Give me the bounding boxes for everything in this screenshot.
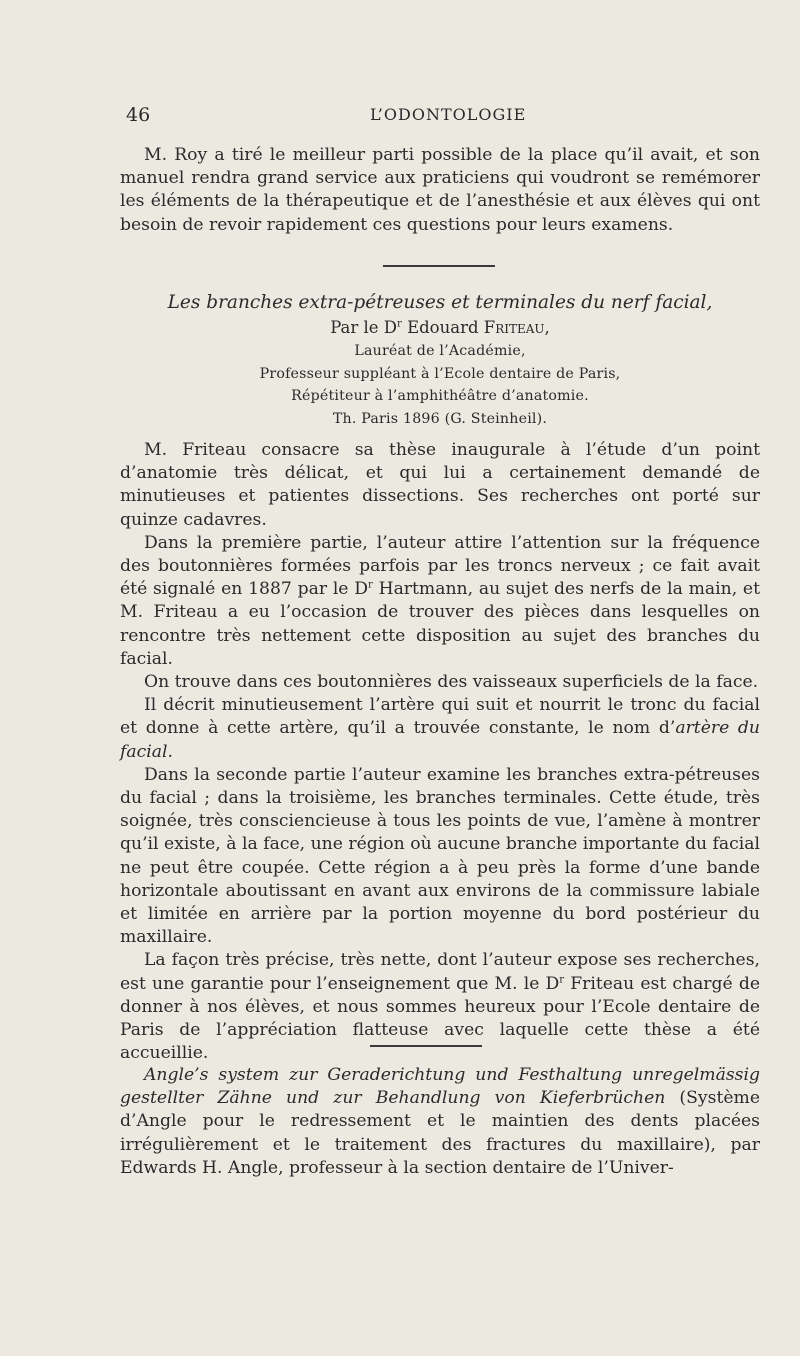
review2-paragraph: Angle’s system zur Geraderichtung und Festhaltung unregelmässig gestellter Zähne und zur Behandlung von Kieferbrüchen (Système d’Angle pour le redressement et le maintien des dents placées irrégulièrement et le traitement des fractures du maxillaire), par Edwards H. Angle, professeur à la section dentaire de l’Univer- xyxy=(120,1065,760,1178)
review1-paragraph-4: Il décrit minutieusement l’artère qui suit et nourrit le tronc du facial et donne à cette artère, qu’il a trouvée constante, le nom d’artère du facial. xyxy=(120,695,760,762)
review1-paragraph-1: M. Friteau consacre sa thèse inaugurale à l’étude d’un point d’anatomie très délicat, et qui lui a certainement demandé de minutieuses et patientes dissections. Ses recherches ont porté sur quinze cadavres. xyxy=(120,440,760,530)
section-divider-1 xyxy=(383,265,495,267)
review1-body xyxy=(120,439,760,1065)
running-head: L’ODONTOLOGIE xyxy=(370,105,527,124)
review1-credential-1: Lauréat de l’Académie, xyxy=(354,343,526,359)
review1-credential-2: Professeur suppléant à l’Ecole dentaire de Paris, xyxy=(259,365,621,382)
review1-publication: Th. Paris 1896 (G. Steinheil). xyxy=(332,410,548,427)
review1-paragraph-6: La façon très précise, très nette, dont l’auteur expose ses recherches, est une garantie pour l’enseignement que M. le $D^r$ Friteau est chargé de donner à nos élèves, et nous sommes heureux pour l’Ecole dentaire de Paris de l’appréciation flatteuse avec laquelle cette thèse a été accueillie. xyxy=(120,950,760,1064)
review1-credential-3: Répétiteur à l’amphithéâtre d’anatomie. xyxy=(291,388,589,404)
review1-heading xyxy=(120,290,760,430)
intro-paragraph: M. Roy a tiré le meilleur parti possible de la place qu’il avait, et son manuel rendra grand service aux praticiens qui voudront se remémorer les éléments de la thérapeutique et de l’anesthésie et aux élèves qui ont besoin de revoir rapidement ces questions pour leurs examens. xyxy=(120,145,760,235)
review1-paragraph-2: Dans la première partie, l’auteur attire l’attention sur la fréquence des boutonnières formées parfois par les troncs nerveux ; ce fait avait été signalé en 1887 par le $D^r$ Hartmann, au sujet des nerfs de la main, et M. Friteau a eu l’occasion de trouver des pièces dans lesquelles on rencontre très nettement cette disposition au sujet des branches du facial. xyxy=(120,532,760,669)
review2-title: Angle’s system zur Geraderichtung und Festhaltung unregelmässig gestellter Zähne und zur Behandlung von Kieferbrüchen xyxy=(120,1065,760,1109)
review1-title: Les branches extra-pétreuses et terminales du nerf facial, xyxy=(167,292,713,313)
page-number: 46 xyxy=(126,104,151,126)
review1-author: Par le $D^r$ Edouard Friteau, xyxy=(330,318,550,337)
intro-section xyxy=(120,144,760,237)
review1-paragraph-5: Dans la seconde partie l’auteur examine les branches extra-pétreuses du facial ; dans la troisième, les branches terminales. Cette étude, très soignée, très consciencieuse à tous les points de vue, l’amène à montrer qu’il existe, à la face, une région où aucune branche importante du facial ne peut être coupée. Cette région a à peu près la forme d’une bande horizontale aboutissant en avant aux environs de la commissure labiale et limitée en arrière par la portion moyenne du bord postérieur du maxillaire. xyxy=(120,764,760,948)
page-header xyxy=(120,104,760,130)
review1-paragraph-3: On trouve dans ces boutonnières des vaisseaux superficiels de la face. xyxy=(144,672,759,693)
review2-section xyxy=(120,1064,760,1180)
section-divider-2 xyxy=(370,1045,482,1047)
